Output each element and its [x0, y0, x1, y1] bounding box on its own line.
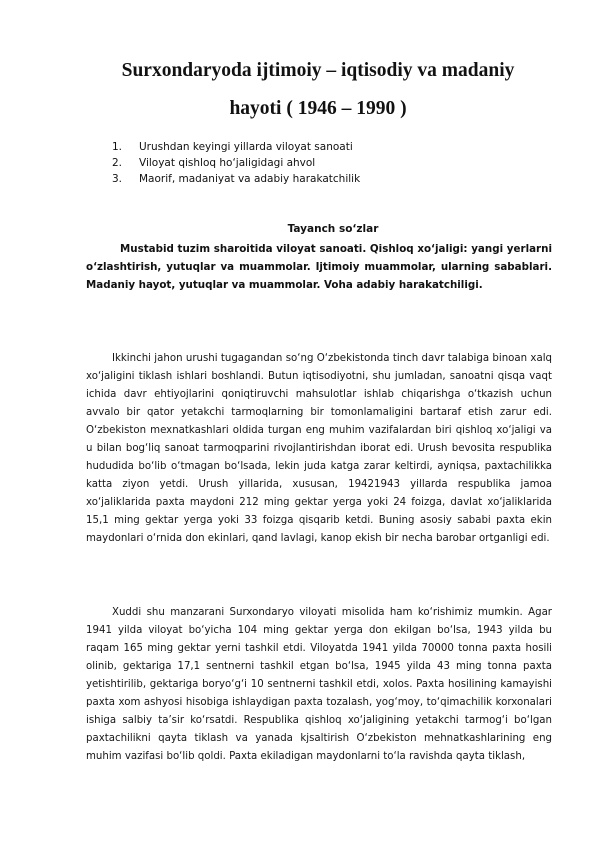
plan-item-text: Maorif, madaniyat va adabiy harakatchilik — [139, 173, 361, 186]
plan-item-text: Viloyat qishloq ho‘jaligidagi ahvol — [139, 157, 316, 170]
plan-item-number: 3. — [112, 173, 123, 186]
plan-item — [112, 139, 532, 155]
document-title-line-2: hayoti ( 1946 – 1990 ) — [229, 98, 407, 119]
plan-item-text: Urushdan keyingi yillarda viloyat sanoati — [139, 141, 353, 153]
keywords-heading: Tayanch so‘zlar — [287, 223, 379, 235]
plan-item — [112, 171, 532, 187]
plan-item — [112, 155, 532, 171]
body-paragraph-1: Ikkinchi jahon urushi tugagandan so‘ng O‘zbekistonda tinch davr talabiga binoan xalq xo‘jaligini tiklash ishlari boshlandi. Butun iqtisodiyotni, shu jumladan, sanoatni qisqa vaqt ichida davr ehtiyojlarini qoniqtiruvchi mahsulotlar ishlab chiqarishga o‘tkazish uchun avvalo bir qator yetakchi tarmoqlarning bir tomonlamaligini bartaraf etish zarur edi. O‘zbekiston mexnatkashlari oldida turgan eng muhim vazifalardan biri qishloq xo‘jaligi va u bilan bog‘liq sanoat tarmoqparini rivojlantirishdan iborat edi. Urush bevosita respublika hududida bo‘lib o‘tmagan bo‘lsada, lekin juda katga zarar keltirdi, ayniqsa, paxtachilikka katta ziyon yetdi. Urush yillarida, xususan, 19421943 yillarda respublika jamoa xo‘jaliklarida paxta maydoni 212 ming gektar yerga yoki 24 foizga, davlat xo‘jaliklarida 15,1 ming gektar yerga yoki 33 foizga qisqarib ketdi. Buning asosiy sababi paxta ekin maydonlari o‘rnida don ekinlari, qand lavlagi, kanop ekish bir necha barobar ortganligi edi. — [86, 353, 552, 544]
body-paragraph-2: Xuddi shu manzarani Surxondaryo viloyati misolida ham ko‘rishimiz mumkin. Agar 1941 yilda viloyat bo‘yicha 104 ming gektar yerga don ekilgan bo‘lsa, 1943 yilda bu raqam 165 ming gektar yerni tashkil etdi. Viloyatda 1941 yilda 70000 tonna paxta hosili olinib, gektariga 17,1 sentnerni tashkil etgan bo‘lsa, 1945 yilda 43 ming tonna paxta yetishtirilib, gektariga boryo‘g‘i 10 sentnerni tashkil etdi, xolos. Paxta hosilining kamayishi paxta xom ashyosi hisobiga ishlaydigan paxta tozalash, yog‘moy, to‘qimachilik korxonalari ishiga salbiy ta’sir ko‘rsatdi. Respublika qishloq xo‘jaligining yetakchi tarmog‘i bo‘lgan paxtachilikni qayta tiklash va yanada kjsaltirish O‘zbekiston mehnatkashlarining eng muhim vazifasi bo‘lib qoldi. Paxta ekiladigan maydonlarni to‘la ravishda qayta tiklash, — [86, 607, 552, 762]
lesson-plan-list — [112, 139, 532, 188]
plan-item-number: 2. — [112, 157, 123, 170]
keywords-text: Mustabid tuzim sharoitida viloyat sanoati. Qishloq xo‘jaligi: yangi yerlarni o‘zlashtirish, yutuqlar va muammolar. Ijtimoiy muammolar, ularning sabablari. Madaniy hayot, yutuqlar va muammolar. Voha adabiy harakatchiligi. — [86, 243, 552, 291]
document-title-line-1: Surxondaryoda ijtimoiy – iqtisodiy va madaniy — [121, 60, 515, 81]
plan-item-number: 1. — [112, 141, 123, 153]
